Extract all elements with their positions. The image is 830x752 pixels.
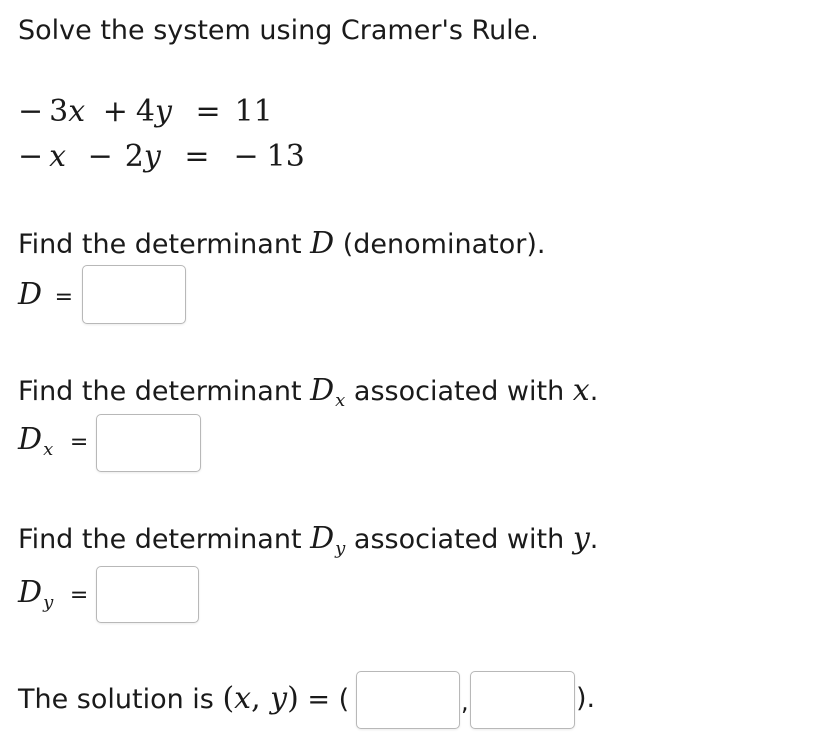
solution-close: ). — [576, 683, 596, 714]
question-dx-prompt: Find the determinant $D_x$ associated with x. — [18, 373, 599, 411]
equation-1: − 3x + 4y = 11 — [18, 94, 273, 129]
equation-2: − x − 2y = − 13 — [18, 139, 305, 174]
instruction-text: Solve the system using Cramer's Rule. — [18, 15, 539, 46]
dy-answer-input[interactable] — [96, 566, 199, 623]
dy-label: $D_y$ = — [18, 575, 89, 613]
dx-answer-input[interactable] — [96, 414, 201, 472]
question-dy-prompt: Find the determinant $D_y$ associated with y. — [18, 521, 599, 559]
solution-separator: , — [461, 688, 469, 716]
solution-x-input[interactable] — [356, 671, 460, 729]
solution-prompt: The solution is (x, y) = ( — [18, 681, 350, 716]
d-label: D = — [18, 277, 74, 312]
d-answer-input[interactable] — [82, 265, 186, 324]
solution-y-input[interactable] — [470, 671, 575, 729]
dx-label: $D_x$ = — [18, 422, 89, 460]
question-d-prompt: Find the determinant D (denominator). — [18, 226, 546, 261]
